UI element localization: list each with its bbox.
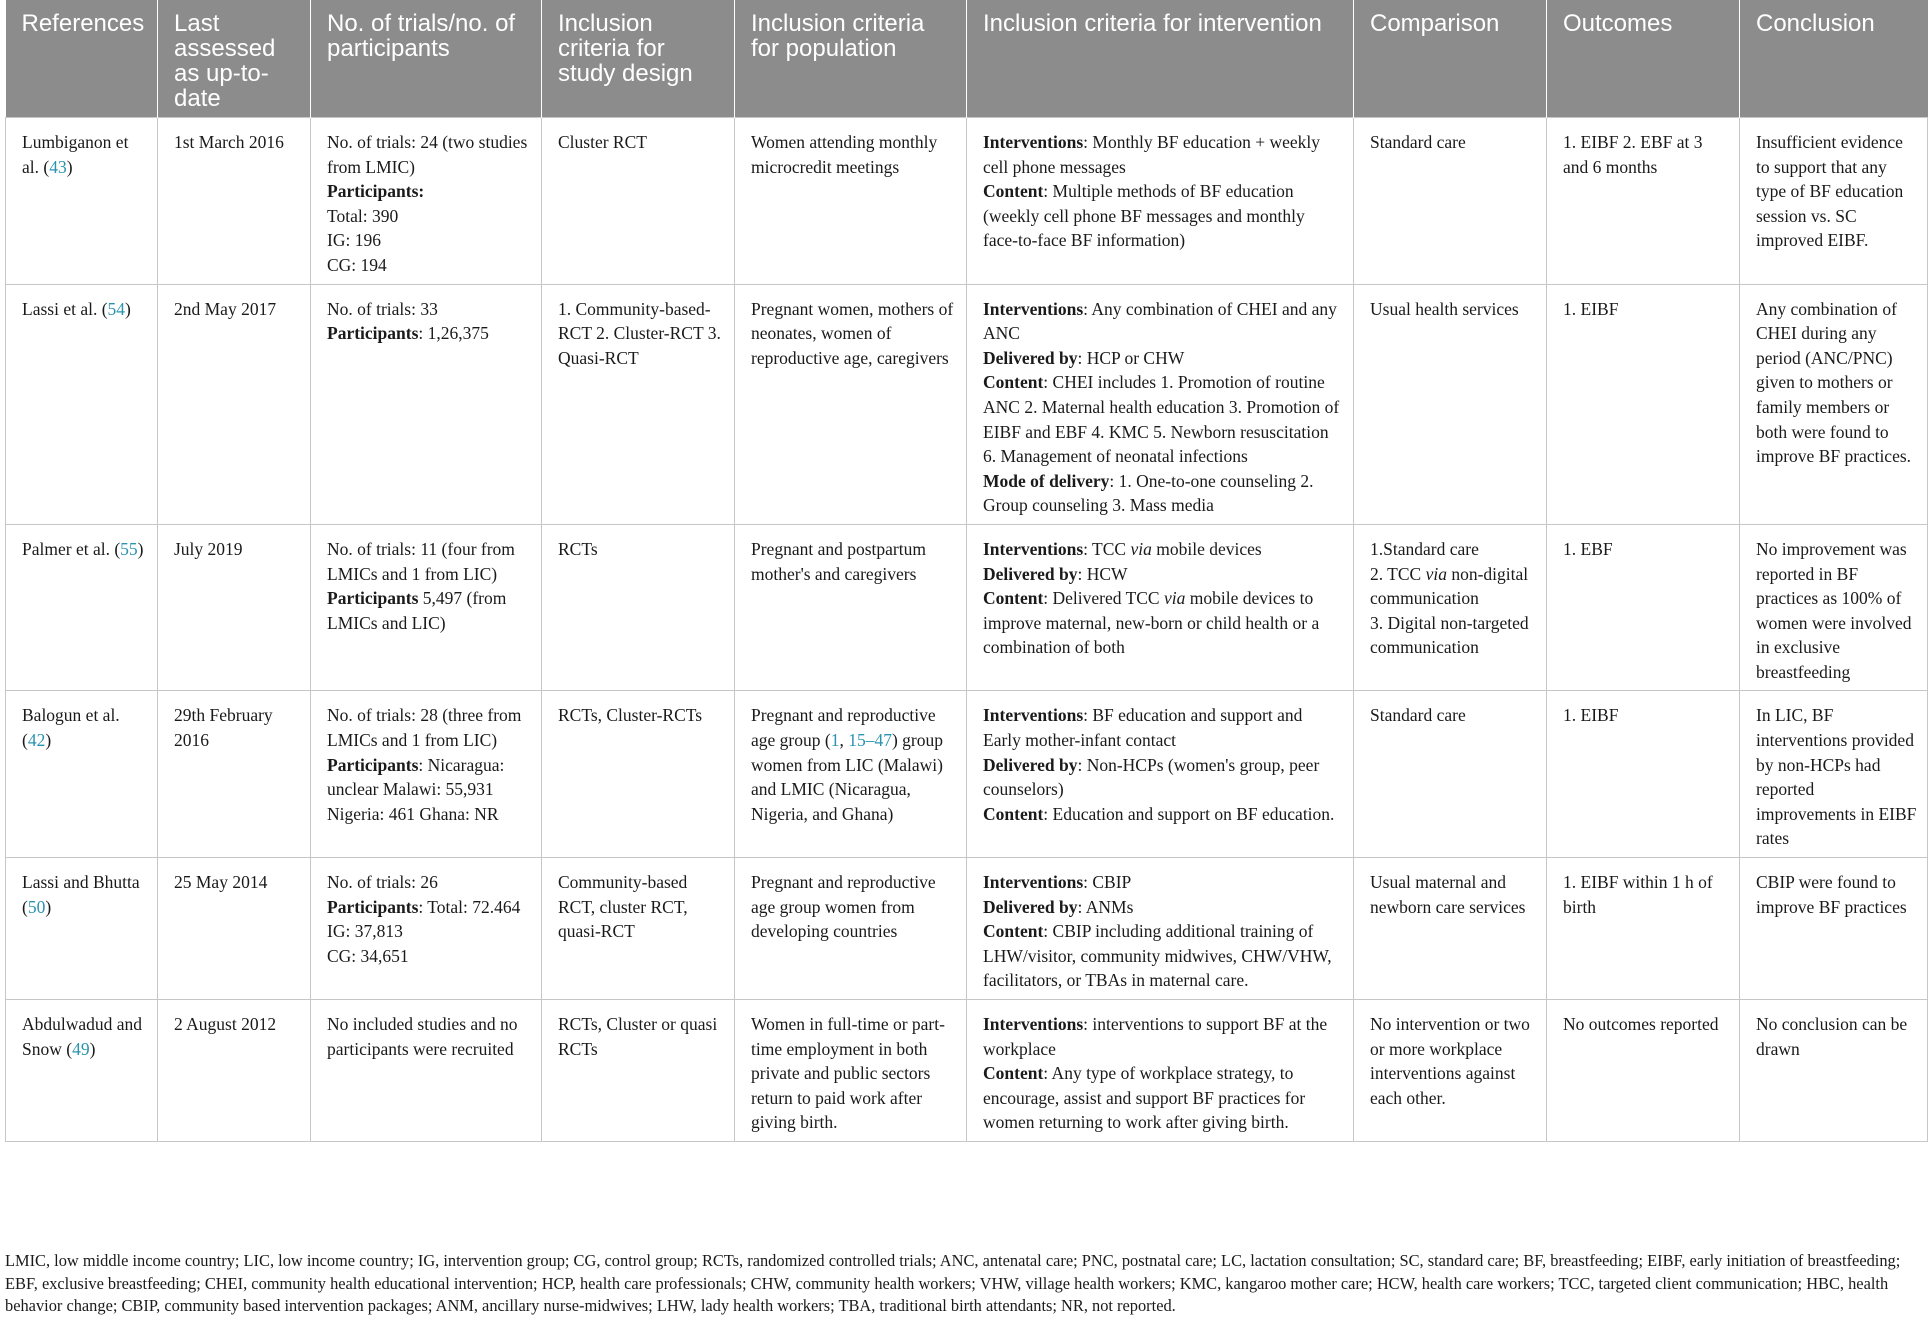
header-population: Inclusion criteria for population xyxy=(735,0,967,118)
citation-link[interactable]: 55 xyxy=(120,538,138,559)
citation-link[interactable]: 50 xyxy=(27,896,46,917)
header-last-assessed: Last assessed as up-to-date xyxy=(158,0,311,118)
citation-link[interactable]: 1 xyxy=(830,730,840,751)
cell-date: 1st March 2016 xyxy=(158,118,311,285)
cell-reference: Balogun et al. (42) xyxy=(6,691,158,858)
cell-design: Community-based RCT, cluster RCT, quasi-RCT xyxy=(542,858,735,1000)
cell-trials: No. of trials: 11 (four from LMICs and 1 from LIC) Participants 5,497 (from LMICs and LIC) xyxy=(311,524,542,691)
cell-design: 1. Community-based-RCT 2. Cluster-RCT 3. Quasi-RCT xyxy=(542,284,735,524)
header-outcomes: Outcomes xyxy=(1547,0,1740,118)
cell-trials: No. of trials: 24 (two studies from LMIC) Participants: Total: 390 IG: 196 CG: 194 xyxy=(311,118,542,285)
cell-reference: Abdulwadud and Snow (49) xyxy=(6,1000,158,1142)
cell-design: Cluster RCT xyxy=(542,118,735,285)
cell-population: Pregnant and reproductive age group women from developing countries xyxy=(735,858,967,1000)
cell-comparison: Usual health services xyxy=(1354,284,1547,524)
cell-date: 25 May 2014 xyxy=(158,858,311,1000)
citation-link[interactable]: 43 xyxy=(49,156,67,177)
table-row xyxy=(6,691,1928,858)
cell-outcomes: 1. EIBF xyxy=(1547,691,1740,858)
header-conclusion: Conclusion xyxy=(1740,0,1928,118)
citation-link[interactable]: 42 xyxy=(27,730,46,751)
cell-comparison: Usual maternal and newborn care services xyxy=(1354,858,1547,1000)
cell-conclusion: CBIP were found to improve BF practices xyxy=(1740,858,1928,1000)
header-trials: No. of trials/no. of participants xyxy=(311,0,542,118)
cell-population: Women attending monthly microcredit meetings xyxy=(735,118,967,285)
citation-link[interactable]: 49 xyxy=(72,1038,90,1059)
cell-reference: Lassi et al. (54) xyxy=(6,284,158,524)
cell-reference: Palmer et al. (55) xyxy=(6,524,158,691)
cell-date: 2nd May 2017 xyxy=(158,284,311,524)
cell-conclusion: Any combination of CHEI during any period (ANC/PNC) given to mothers or family members or both were found to improve BF practices. xyxy=(1740,284,1928,524)
cell-reference: Lassi and Bhutta (50) xyxy=(6,858,158,1000)
table-row xyxy=(6,118,1928,285)
header-intervention: Inclusion criteria for intervention xyxy=(967,0,1354,118)
cell-intervention: Interventions: Any combination of CHEI and any ANC Delivered by: HCP or CHW Content: CHEI includes 1. Promotion of routine ANC 2. Maternal health education 3. Promotion of EIBF and EBF 4. KMC 5. Newborn resuscitation 6. Management of neonatal infections Mode of delivery: 1. One-to-one counseling 2. Group counseling 3. Mass media xyxy=(967,284,1354,524)
header-study-design: Inclusion criteria for study design xyxy=(542,0,735,118)
cell-trials: No. of trials: 33 Participants: 1,26,375 xyxy=(311,284,542,524)
review-table xyxy=(5,0,1928,1142)
cell-comparison: Standard care xyxy=(1354,118,1547,285)
cell-outcomes: No outcomes reported xyxy=(1547,1000,1740,1142)
cell-comparison: Standard care xyxy=(1354,691,1547,858)
cell-population: Pregnant women, mothers of neonates, women of reproductive age, caregivers xyxy=(735,284,967,524)
cell-intervention: Interventions: TCC via mobile devices Delivered by: HCW Content: Delivered TCC via mobile devices to improve maternal, new-born or child health or a combination of both xyxy=(967,524,1354,691)
table-row xyxy=(6,1000,1928,1142)
cell-date: July 2019 xyxy=(158,524,311,691)
cell-reference: Lumbiganon et al. (43) xyxy=(6,118,158,285)
cell-population: Pregnant and postpartum mother's and caregivers xyxy=(735,524,967,691)
header-row xyxy=(6,0,1928,118)
cell-intervention: Interventions: CBIP Delivered by: ANMs Content: CBIP including additional training of LHW/visitor, community midwives, CHW/VHW, facilitators, or TBAs in maternal care. xyxy=(967,858,1354,1000)
cell-conclusion: In LIC, BF interventions provided by non-HCPs had reported improvements in EIBF rates xyxy=(1740,691,1928,858)
table-row xyxy=(6,284,1928,524)
cell-comparison: No intervention or two or more workplace interventions against each other. xyxy=(1354,1000,1547,1142)
cell-conclusion: Insufficient evidence to support that any type of BF education session vs. SC improved EIBF. xyxy=(1740,118,1928,285)
cell-trials: No. of trials: 26 Participants: Total: 72.464 IG: 37,813 CG: 34,651 xyxy=(311,858,542,1000)
cell-outcomes: 1. EBF xyxy=(1547,524,1740,691)
citation-link[interactable]: 54 xyxy=(107,298,126,319)
cell-trials: No included studies and no participants were recruited xyxy=(311,1000,542,1142)
header-references: References xyxy=(6,0,158,118)
citation-link[interactable]: 15–47 xyxy=(848,730,892,751)
cell-conclusion: No improvement was reported in BF practices as 100% of women were involved in exclusive breastfeeding xyxy=(1740,524,1928,691)
cell-comparison: 1.Standard care 2. TCC via non-digital communication 3. Digital non-targeted communication xyxy=(1354,524,1547,691)
cell-trials: No. of trials: 28 (three from LMICs and 1 from LIC) Participants: Nicaragua: unclear Malawi: 55,931 Nigeria: 461 Ghana: NR xyxy=(311,691,542,858)
cell-outcomes: 1. EIBF xyxy=(1547,284,1740,524)
cell-intervention: Interventions: interventions to support BF at the workplace Content: Any type of workplace strategy, to encourage, assist and support BF practices for women returning to work after giving birth. xyxy=(967,1000,1354,1142)
cell-design: RCTs, Cluster or quasi RCTs xyxy=(542,1000,735,1142)
header-comparison: Comparison xyxy=(1354,0,1547,118)
cell-population: Pregnant and reproductive age group (1, 15–47) group women from LIC (Malawi) and LMIC (Nicaragua, Nigeria, and Ghana) xyxy=(735,691,967,858)
cell-design: RCTs, Cluster-RCTs xyxy=(542,691,735,858)
table-footnote: LMIC, low middle income country; LIC, low income country; IG, intervention group; CG, control group; RCTs, randomized controlled trials; ANC, antenatal care; PNC, postnatal care; LC, lactation consultation; SC, standard care; BF, breastfeeding; EIBF, early initiation of breastfeeding; EBF, exclusive breastfeeding; CHEI, community health educational intervention; HCP, health care professionals; CHW, community health workers; VHW, village health workers; KMC, kangaroo mother care; HCW, health care workers; TCC, targeted client communication; HBC, health behavior change; CBIP, community based intervention packages; ANM, ancillary nurse-midwives; LHW, lady health workers; TBA, traditional birth attendants; NR, not reported. xyxy=(5,1251,1901,1315)
table-row xyxy=(6,858,1928,1000)
cell-date: 29th February 2016 xyxy=(158,691,311,858)
table-row xyxy=(6,524,1928,691)
cell-outcomes: 1. EIBF within 1 h of birth xyxy=(1547,858,1740,1000)
cell-population: Women in full-time or part-time employment in both private and public sectors return to paid work after giving birth. xyxy=(735,1000,967,1142)
cell-outcomes: 1. EIBF 2. EBF at 3 and 6 months xyxy=(1547,118,1740,285)
cell-intervention: Interventions: Monthly BF education + weekly cell phone messages Content: Multiple methods of BF education (weekly cell phone BF messages and monthly face-to-face BF information) xyxy=(967,118,1354,285)
cell-intervention: Interventions: BF education and support and Early mother-infant contact Delivered by: Non-HCPs (women's group, peer counselors) Content: Education and support on BF education. xyxy=(967,691,1354,858)
cell-design: RCTs xyxy=(542,524,735,691)
cell-date: 2 August 2012 xyxy=(158,1000,311,1142)
cell-conclusion: No conclusion can be drawn xyxy=(1740,1000,1928,1142)
